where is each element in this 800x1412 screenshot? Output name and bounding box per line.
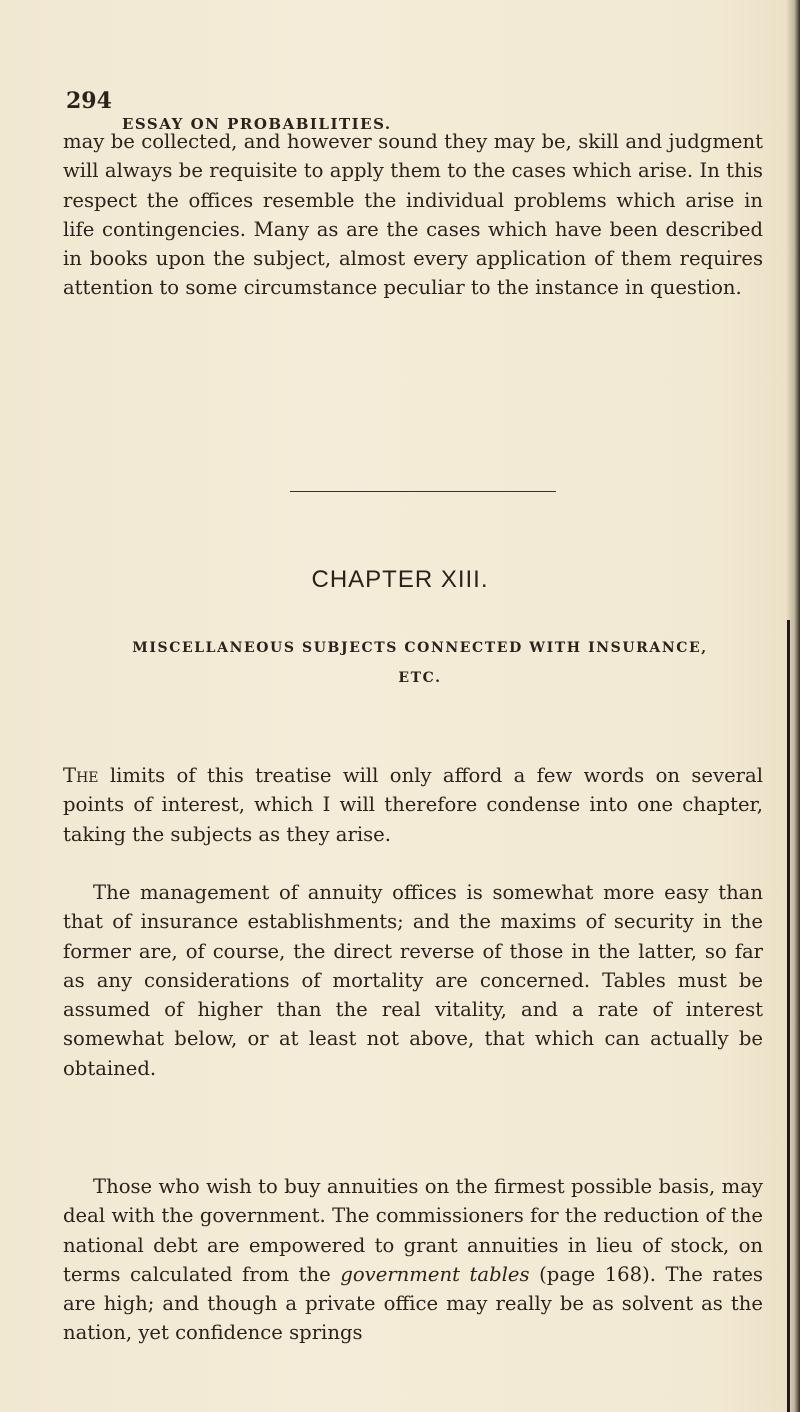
- intro-paragraph: [63, 761, 763, 849]
- chapter-title: CHAPTER XIII.: [311, 566, 489, 593]
- continued-paragraph: may be collected, and however sound they may be, skill and judgment will always be requisite to apply them to the cases which arise. In this respect the offices resemble the individual problems which arise in life contingencies. Many as are the cases which have been described in books upon the subject, almost every application of them requires attention to some circumstance peculiar to the instance in question.: [63, 130, 763, 300]
- intro-paragraph-text: limits of this treatise will only afford a few words on several points of interest, which I will therefore condense into one chapter, taking the subjects as they arise.: [63, 764, 763, 846]
- chapter-subtitle: MISCELLANEOUS SUBJECTS CONNECTED WITH INSURANCE, ETC.: [132, 640, 708, 686]
- annuities-text-before: Those who wish to buy annuities on the firmest possible basis, may deal with the government. The commissioners for the reduction of the national debt are empowered to grant annuities in lieu of stock, on terms calculated from the: [63, 1175, 763, 1286]
- government-tables-italic: government tables: [340, 1262, 530, 1286]
- management-paragraph: The management of annuity offices is somewhat more easy than that of insurance establishments; and the maxims of security in the former are, of course, the direct reverse of those in the latter, so far as any considerations of mortality are concerned. Tables must be assumed of higher than the real vitality, and a rate of interest somewhat below, or at least not above, that which can actually be obtained.: [63, 881, 763, 1080]
- annuities-text-after: (page 168). The rates are high; and though a private office may really be as solvent as the nation, yet confidence springs: [63, 1262, 763, 1345]
- intro-lead-word: The: [63, 764, 99, 787]
- binding-edge-line: [787, 620, 790, 1412]
- page-number: 294: [66, 88, 112, 114]
- section-divider-rule: [290, 491, 556, 492]
- page-header: [66, 88, 760, 133]
- annuities-paragraph: [63, 1172, 763, 1348]
- running-head: ESSAY ON PROBABILITIES.: [122, 115, 392, 133]
